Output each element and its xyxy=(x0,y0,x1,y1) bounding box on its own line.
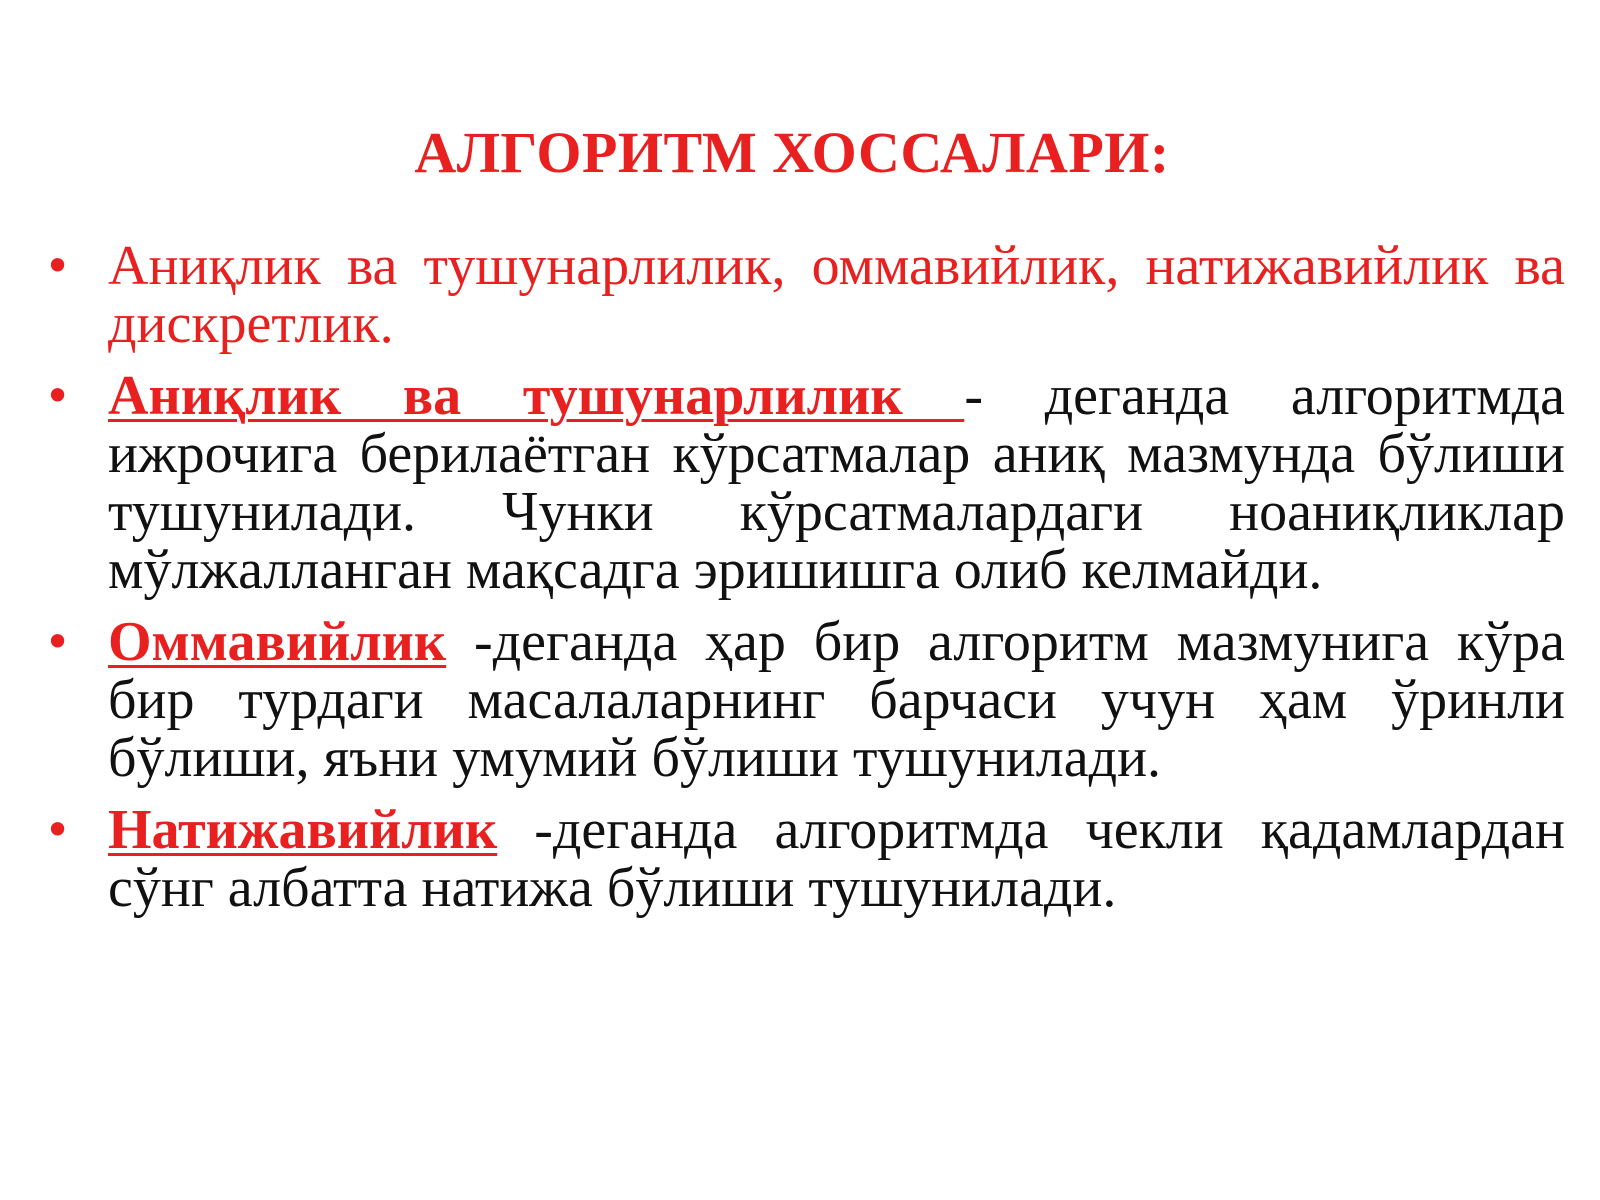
bullet-term: Натижавийлик xyxy=(108,799,498,861)
bullet-text: - деганда алгоритмда ижрочига берилаётган кўрсатмалар аниқ мазмунда бўлиши тушунилади. Чунки кўрсатмалардаги ноаниқликлар мўлжалланган мақсадга эришишга олиб келмайди. xyxy=(108,365,1565,601)
bullet-dot-icon: • xyxy=(44,615,72,669)
bullet-dot-icon: • xyxy=(44,239,72,293)
slide-title: АЛГОРИТМ ХОССАЛАРИ: xyxy=(414,120,1170,185)
bullet-item-summary xyxy=(40,237,1565,353)
bullet-item-massiveness xyxy=(40,613,1565,787)
bullet-dot-icon: • xyxy=(44,369,72,423)
bullet-item-definiteness xyxy=(40,367,1565,599)
bullet-text: -деганда алгоритмда чекли қадамлардан сўнг албатта натижа бўлиши тушунилади. xyxy=(108,799,1565,919)
bullet-term: Аниқлик ва тушунарлилик xyxy=(108,365,965,427)
bullet-item-effectiveness xyxy=(40,801,1565,917)
bullet-term: Оммавийлик xyxy=(108,611,447,673)
bullet-text: -деганда ҳар бир алгоритм мазмунига кўра бир турдаги масалаларнинг барчаси учун ҳам ўринли бўлиши, яъни умумий бўлиши тушунилади. xyxy=(108,611,1565,789)
bullet-text: Аниқлик ва тушунарлилик, оммавийлик, натижавийлик ва дискретлик. xyxy=(108,235,1565,355)
bullet-dot-icon: • xyxy=(44,803,72,857)
bullet-list xyxy=(40,237,1565,931)
